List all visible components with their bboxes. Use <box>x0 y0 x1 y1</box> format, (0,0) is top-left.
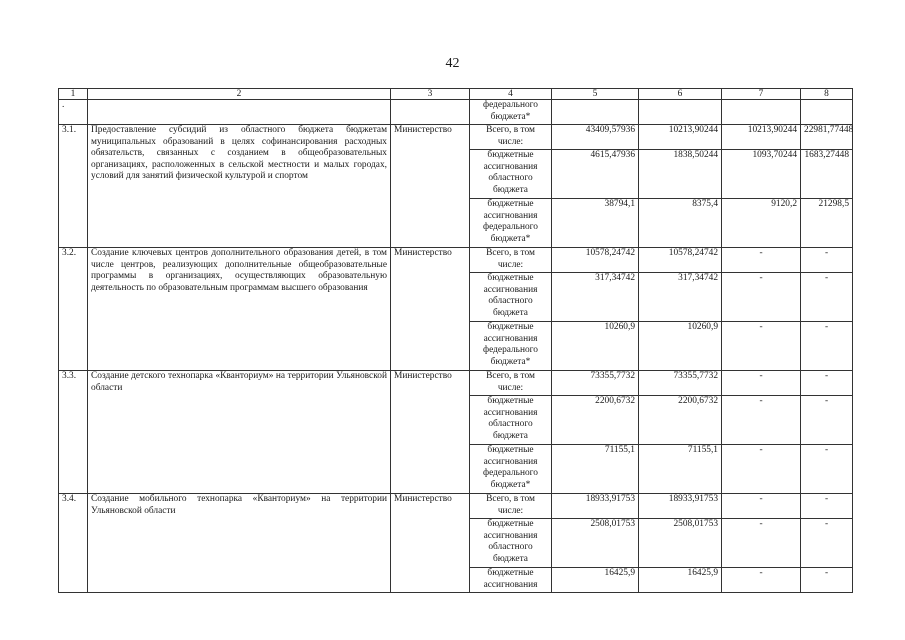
amount-col-6: 18933,91753 <box>639 494 722 519</box>
amount-col-5: 2508,01753 <box>552 519 639 568</box>
column-header-1: 1 <box>59 89 88 100</box>
amount-col-6: 8375,4 <box>639 199 722 248</box>
continued-row-col5 <box>552 100 639 125</box>
amount-col-7: - <box>722 568 801 593</box>
measure-number: 3.2. <box>59 248 88 371</box>
amount-col-6: 10213,90244 <box>639 125 722 150</box>
funding-source: бюджетные ассигнования <box>470 568 552 593</box>
amount-col-6: 2508,01753 <box>639 519 722 568</box>
column-header-7: 7 <box>722 89 801 100</box>
continued-row-col7 <box>722 100 801 125</box>
amount-col-8: 21298,5 <box>801 199 853 248</box>
funding-source: бюджетные ассигнования областного бюджета <box>470 150 552 199</box>
amount-col-8: 22981,77448 <box>801 125 853 150</box>
budget-table <box>58 88 853 593</box>
amount-col-7: - <box>722 494 801 519</box>
funding-source: бюджетные ассигнования областного бюджета <box>470 396 552 445</box>
table-row <box>59 494 853 519</box>
responsible-ministry: Министерство <box>391 494 470 593</box>
amount-col-6: 1838,50244 <box>639 150 722 199</box>
amount-col-5: 4615,47936 <box>552 150 639 199</box>
continued-row-number: . <box>59 100 88 125</box>
measure-number: 3.4. <box>59 494 88 593</box>
column-header-4: 4 <box>470 89 552 100</box>
funding-source: Всего, в том числе: <box>470 371 552 396</box>
measure-number: 3.3. <box>59 371 88 494</box>
amount-col-5: 38794,1 <box>552 199 639 248</box>
column-header-2: 2 <box>88 89 391 100</box>
responsible-ministry: Министерство <box>391 248 470 371</box>
continued-row-ministry <box>391 100 470 125</box>
amount-col-6: 2200,6732 <box>639 396 722 445</box>
measure-description: Создание ключевых центров дополнительного образования детей, в том числе центров, реализующих дополнительные общеобразовательные программы в организациях, осуществляющих образовательную деятельность по образовательным программам высшего образования <box>88 248 391 371</box>
amount-col-6: 71155,1 <box>639 445 722 494</box>
amount-col-7: - <box>722 396 801 445</box>
continued-row-source: федерального бюджета* <box>470 100 552 125</box>
continued-row-description <box>88 100 391 125</box>
page-number: 42 <box>445 56 460 71</box>
funding-source: бюджетные ассигнования федерального бюджета* <box>470 445 552 494</box>
amount-col-6: 16425,9 <box>639 568 722 593</box>
continued-row-col8 <box>801 100 853 125</box>
amount-col-5: 71155,1 <box>552 445 639 494</box>
continued-row-col6 <box>639 100 722 125</box>
amount-col-5: 16425,9 <box>552 568 639 593</box>
funding-source: Всего, в том числе: <box>470 494 552 519</box>
table-row <box>59 371 853 396</box>
amount-col-8: - <box>801 519 853 568</box>
amount-col-7: - <box>722 273 801 322</box>
amount-col-8: - <box>801 445 853 494</box>
amount-col-5: 18933,91753 <box>552 494 639 519</box>
responsible-ministry: Министерство <box>391 125 470 248</box>
amount-col-8: - <box>801 371 853 396</box>
amount-col-5: 2200,6732 <box>552 396 639 445</box>
column-header-6: 6 <box>639 89 722 100</box>
amount-col-8: - <box>801 396 853 445</box>
amount-col-6: 10578,24742 <box>639 248 722 273</box>
amount-col-5: 10260,9 <box>552 322 639 371</box>
amount-col-7: - <box>722 248 801 273</box>
funding-source: бюджетные ассигнования федерального бюджета* <box>470 199 552 248</box>
measure-number: 3.1. <box>59 125 88 248</box>
amount-col-5: 73355,7732 <box>552 371 639 396</box>
responsible-ministry: Министерство <box>391 371 470 494</box>
measure-description: Создание мобильного технопарка «Кванториум» на территории Ульяновской области <box>88 494 391 593</box>
amount-col-8: - <box>801 273 853 322</box>
amount-col-7: - <box>722 322 801 371</box>
funding-source: бюджетные ассигнования областного бюджета <box>470 273 552 322</box>
column-header-5: 5 <box>552 89 639 100</box>
amount-col-8: - <box>801 322 853 371</box>
continued-row <box>59 100 853 125</box>
column-header-3: 3 <box>391 89 470 100</box>
funding-source: Всего, в том числе: <box>470 125 552 150</box>
amount-col-7: 1093,70244 <box>722 150 801 199</box>
amount-col-7: - <box>722 519 801 568</box>
amount-col-8: - <box>801 568 853 593</box>
amount-col-6: 317,34742 <box>639 273 722 322</box>
column-header-8: 8 <box>801 89 853 100</box>
table-row <box>59 125 853 150</box>
measure-description: Предоставление субсидий из областного бюджета бюджетам муниципальных образований в целях софинансирования расходных обязательств, связанных с созданием в общеобразовательных организациях, расположенных в сельской местности и малых городах, условий для занятий физической культурой и спортом <box>88 125 391 248</box>
table-row <box>59 248 853 273</box>
amount-col-6: 10260,9 <box>639 322 722 371</box>
amount-col-7: 9120,2 <box>722 199 801 248</box>
funding-source: Всего, в том числе: <box>470 248 552 273</box>
amount-col-8: - <box>801 248 853 273</box>
amount-col-7: - <box>722 371 801 396</box>
amount-col-5: 317,34742 <box>552 273 639 322</box>
amount-col-5: 43409,57936 <box>552 125 639 150</box>
measure-description: Создание детского технопарка «Кванториум» на территории Ульяновской области <box>88 371 391 494</box>
amount-col-8: - <box>801 494 853 519</box>
amount-col-6: 73355,7732 <box>639 371 722 396</box>
amount-col-5: 10578,24742 <box>552 248 639 273</box>
funding-source: бюджетные ассигнования федерального бюджета* <box>470 322 552 371</box>
funding-source: бюджетные ассигнования областного бюджета <box>470 519 552 568</box>
amount-col-8: 1683,27448 <box>801 150 853 199</box>
amount-col-7: - <box>722 445 801 494</box>
header-row <box>59 89 853 100</box>
amount-col-7: 10213,90244 <box>722 125 801 150</box>
